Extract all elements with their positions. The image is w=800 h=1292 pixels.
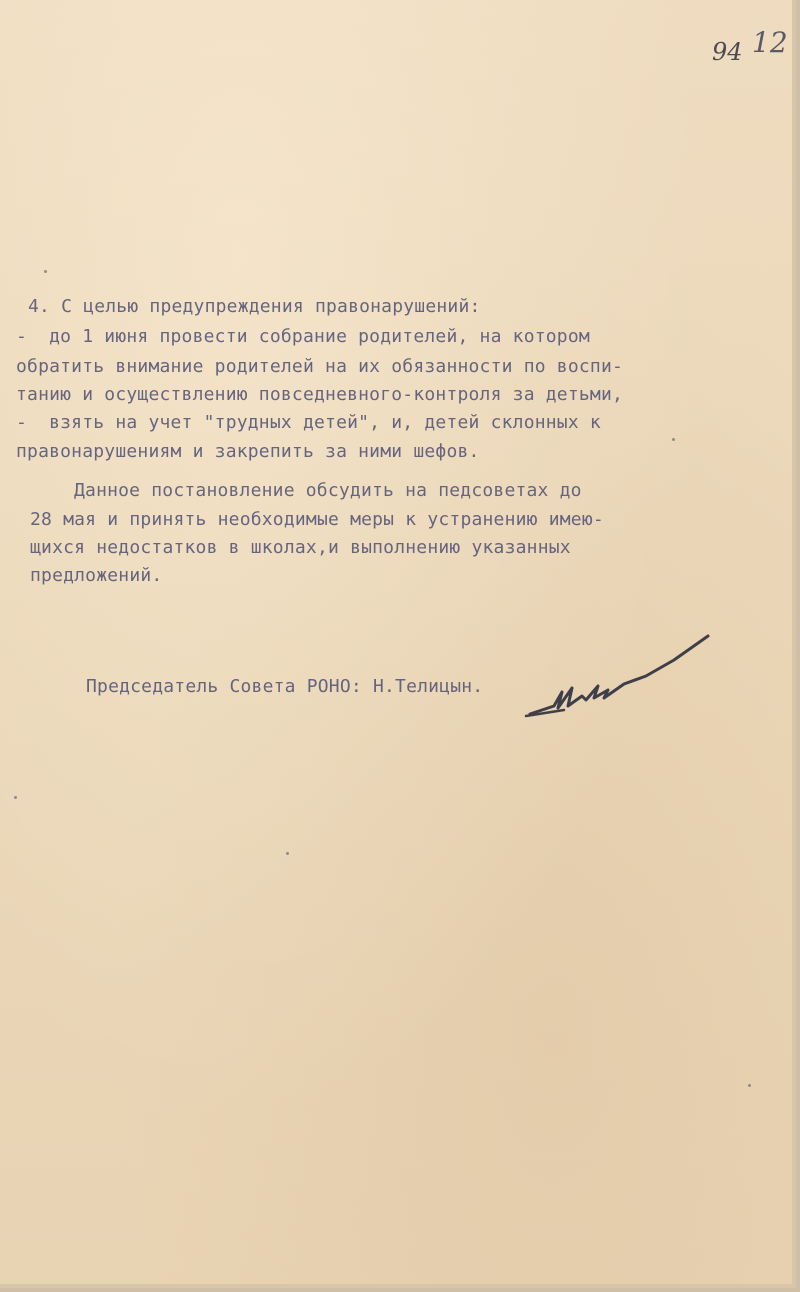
paper-speck: [286, 852, 289, 855]
body-line: обратить внимание родителей на их обязанности по воспи-: [16, 356, 624, 377]
body-line: правонарушениям и закрепить за ними шефов.: [16, 441, 480, 462]
body-line: танию и осуществлению повседневного-контроля за детьми,: [16, 384, 624, 405]
resolution-line: щихся недостатков в школах,и выполнению указанных: [30, 537, 571, 558]
paper-speck: [748, 1084, 751, 1087]
paper-speck: [14, 796, 17, 799]
resolution-line: Данное постановление обсудить на педсоветах до: [74, 480, 582, 501]
signature-mark: [524, 632, 714, 722]
paper-speck: [44, 270, 47, 273]
body-line: - до 1 июня провести собрание родителей, на котором: [16, 326, 590, 347]
resolution-line: предложений.: [30, 565, 163, 586]
paper-speck: [672, 438, 675, 441]
body-line: - взять на учет "трудных детей", и, детей склонных к: [16, 412, 601, 433]
page-number-stamped: 12: [752, 26, 788, 59]
page-number-handwritten: 94: [712, 38, 743, 66]
body-line: 4. С целью предупреждения правонарушений:: [28, 296, 481, 317]
resolution-line: 28 мая и принять необходимые меры к устранению имею-: [30, 509, 604, 530]
signatory-line: Председатель Совета РОНО: Н.Телицын.: [86, 676, 484, 697]
